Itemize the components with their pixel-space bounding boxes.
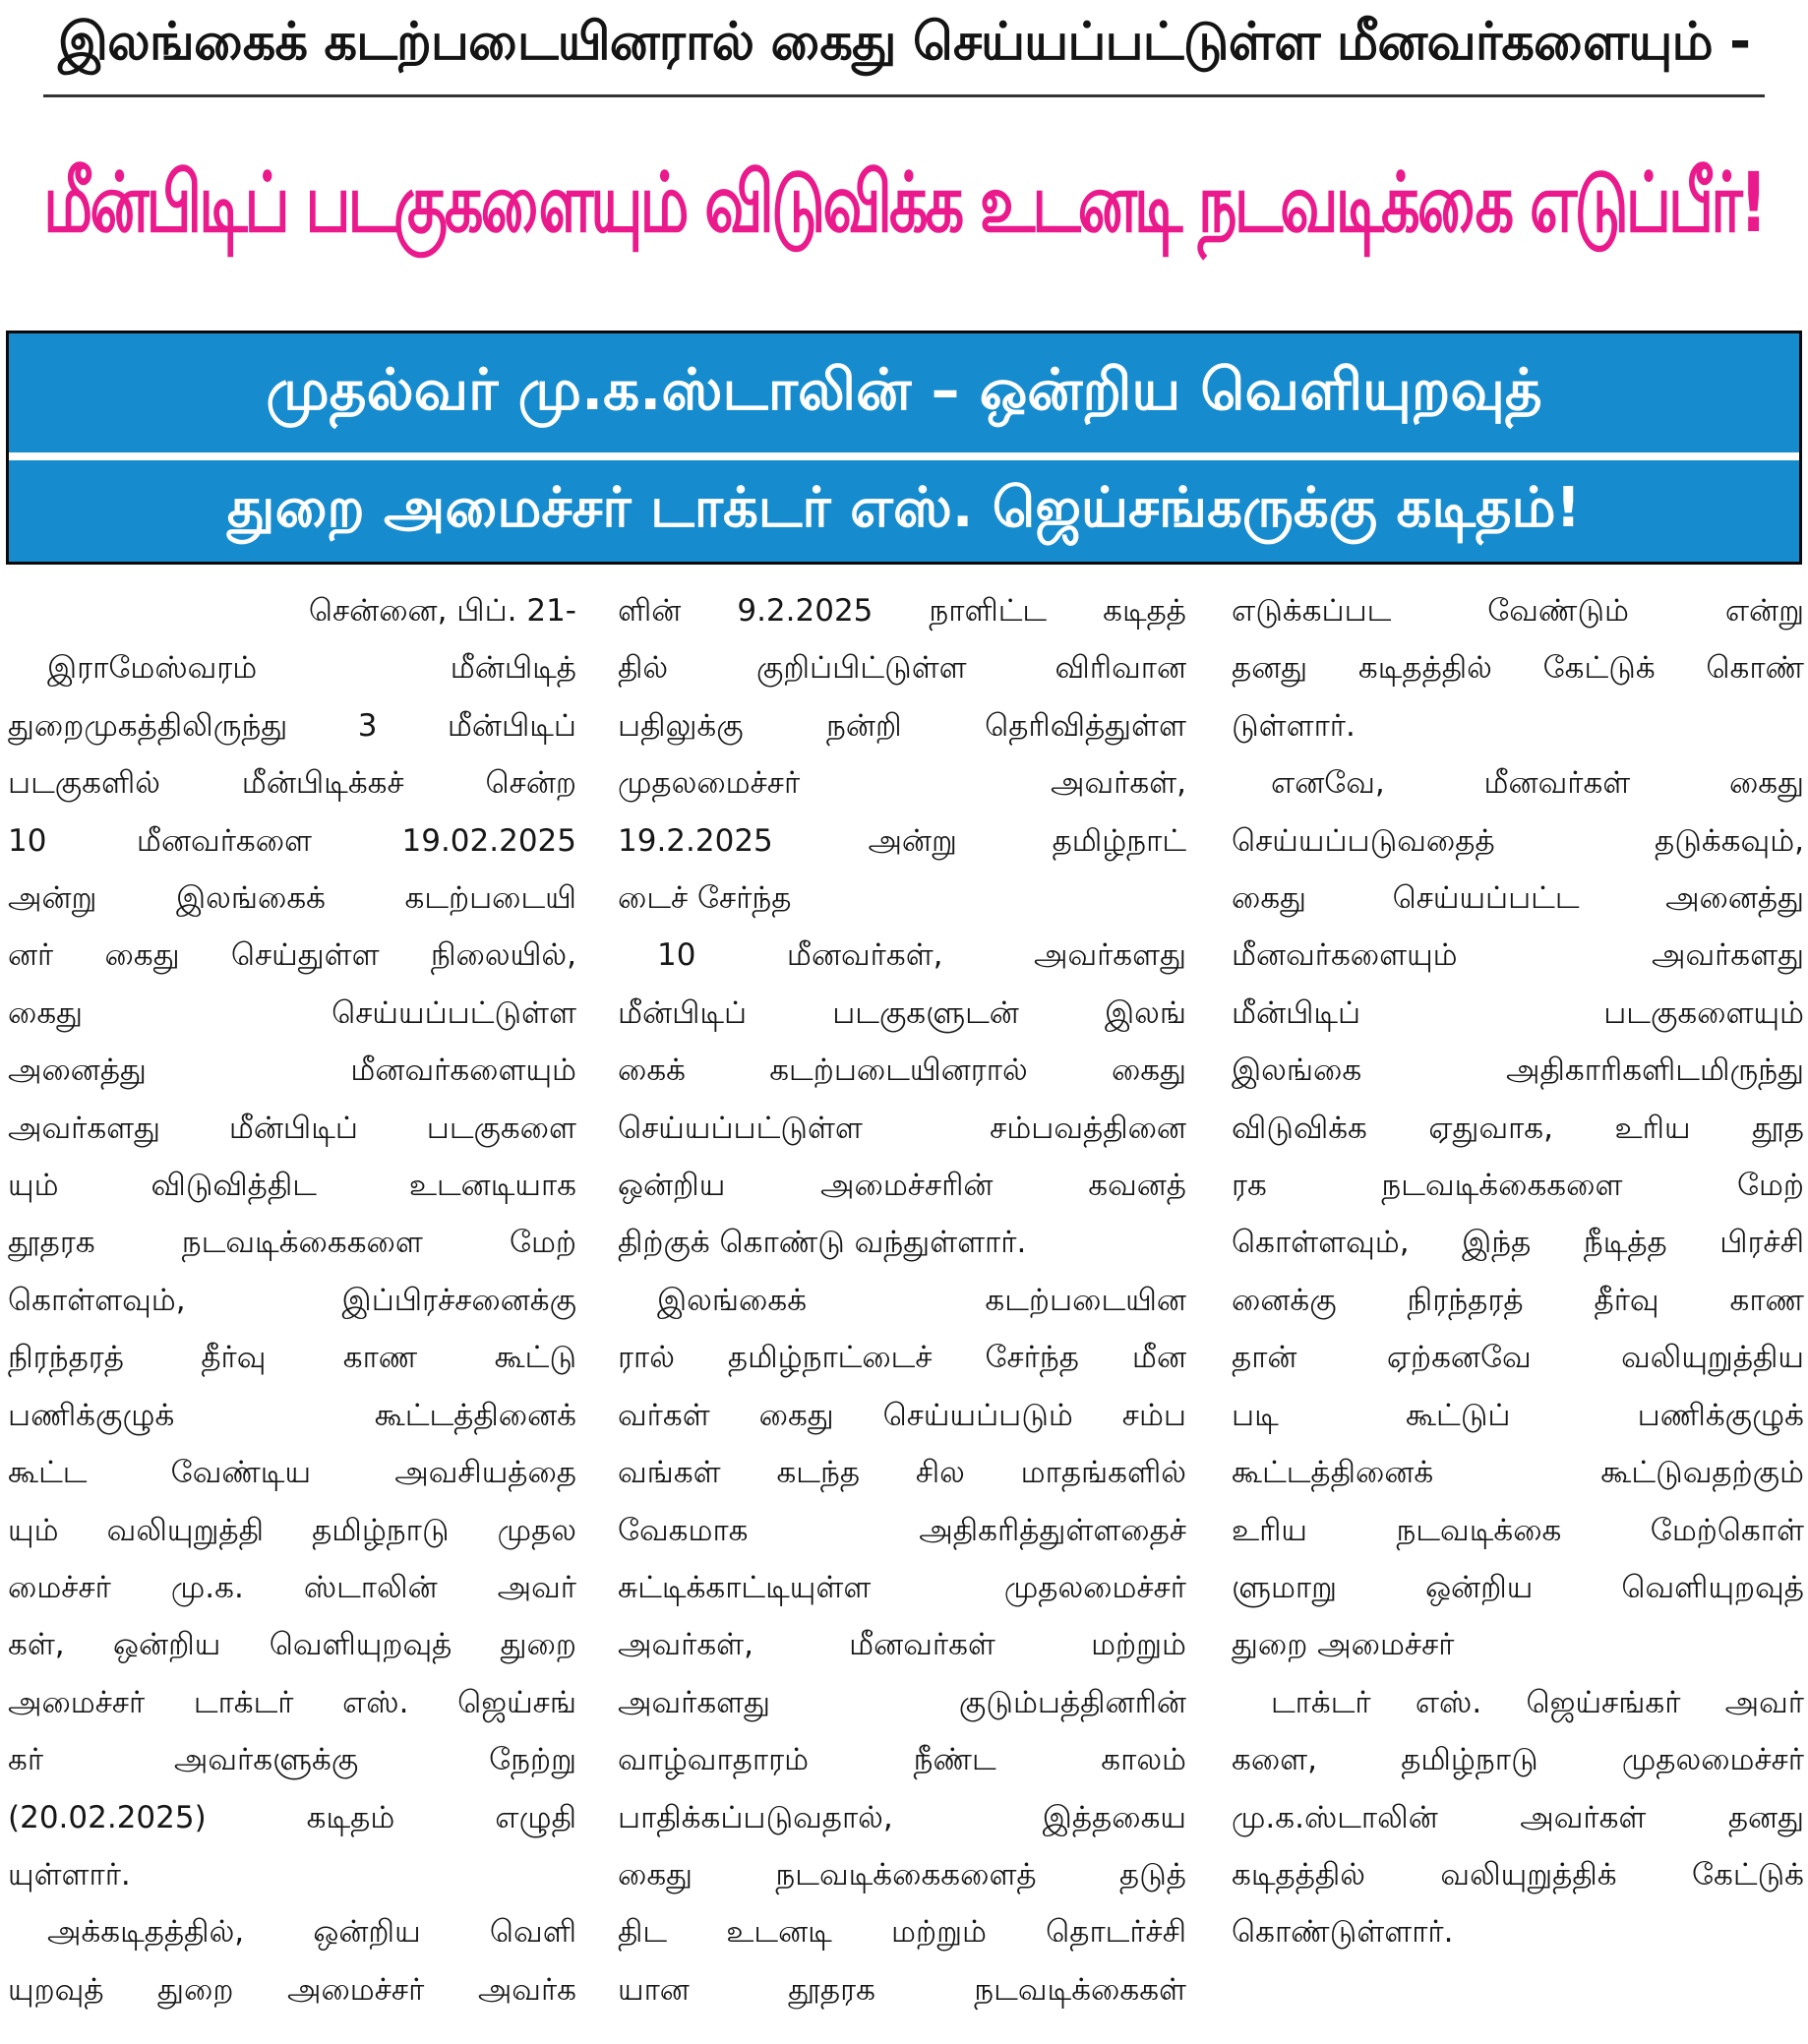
text-line: வேகமாக அதிகரித்துள்ளதைச் xyxy=(618,1512,1186,1548)
text-line: கைது செய்யப்பட்ட அனைத்து xyxy=(1232,880,1804,917)
text-line: துறை அமைச்சர் xyxy=(1232,1627,1455,1663)
article-column-3 xyxy=(1232,582,1804,2036)
text-line: கொண்டுள்ளார். xyxy=(1232,1914,1454,1951)
text-line: மீன்பிடிப் படகுகளையும் xyxy=(1232,994,1804,1031)
text-line: கொள்ளவும், இந்த நீடித்த பிரச்சி xyxy=(1232,1225,1804,1261)
text-line: அமைச்சர் டாக்டர் எஸ். ஜெய்சங் xyxy=(8,1684,576,1720)
text-line: அக்கடிதத்தில், ஒன்றிய வெளி xyxy=(47,1914,576,1951)
text-line: மைச்சர் மு.க. ஸ்டாலின் அவர் xyxy=(8,1569,576,1605)
text-line: திட உடனடி மற்றும் தொடர்ச்சி xyxy=(618,1914,1186,1951)
text-line: டுள்ளார். xyxy=(1232,707,1356,744)
text-line: எனவே, மீனவர்கள் கைது xyxy=(1271,765,1804,802)
text-line: கைது செய்யப்பட்டுள்ள xyxy=(8,994,576,1031)
main-headline: மீன்பிடிப் படகுகளையும் விடுவிக்க உடனடி நடவடிக்கை எடுப்பீர்! xyxy=(43,153,1765,252)
text-line: இலங்கை அதிகாரிகளிடமிருந்து xyxy=(1232,1052,1804,1089)
text-line: யான தூதரக நடவடிக்கைகள் xyxy=(618,1971,1186,2008)
text-line: படகுகளில் மீன்பிடிக்கச் சென்ற xyxy=(8,765,576,802)
text-line: ரக நடவடிக்கைகளை மேற் xyxy=(1232,1168,1804,1204)
text-line: டைச் சேர்ந்த xyxy=(618,880,792,917)
text-line: நிரந்தரத் தீர்வு காண கூட்டு xyxy=(8,1340,576,1376)
text-line: யும் விடுவித்திட உடனடியாக xyxy=(8,1168,576,1204)
text-line: வாழ்வாதாரம் நீண்ட காலம் xyxy=(618,1742,1186,1778)
banner-divider xyxy=(9,452,1799,460)
text-line: வர்கள் கைது செய்யப்படும் சம்ப xyxy=(618,1397,1186,1433)
text-line: அன்று இலங்கைக் கடற்படையி xyxy=(8,880,576,917)
text-line: யும் வலியுறுத்தி தமிழ்நாடு முதல xyxy=(8,1512,576,1548)
text-line: (20.02.2025) கடிதம் எழுதி xyxy=(8,1799,576,1835)
text-line: ஒன்றிய அமைச்சரின் கவனத் xyxy=(618,1168,1186,1204)
text-line: இராமேஸ்வரம் மீன்பிடித் xyxy=(47,650,576,687)
text-line: னர் கைது செய்துள்ள நிலையில், xyxy=(8,937,576,974)
text-line: யுறவுத் துறை அமைச்சர் அவர்க xyxy=(8,1971,576,2008)
text-line: திற்குக் கொண்டு வந்துள்ளார். xyxy=(618,1225,1027,1261)
text-line: யுள்ளார். xyxy=(8,1856,131,1893)
subheadline-banner xyxy=(6,331,1802,565)
text-line: கொள்ளவும், இப்பிரச்சனைக்கு xyxy=(8,1282,576,1318)
dateline: சென்னை, பிப். 21- xyxy=(308,593,576,629)
text-line: கள், ஒன்றிய வெளியுறவுத் துறை xyxy=(8,1627,576,1663)
text-line: தனது கடிதத்தில் கேட்டுக் கொண் xyxy=(1232,650,1804,687)
text-line: னைக்கு நிரந்தரத் தீர்வு காண xyxy=(1232,1282,1804,1318)
text-line: துறைமுகத்திலிருந்து 3 மீன்பிடிப் xyxy=(8,707,576,744)
text-line: படி கூட்டுப் பணிக்குழுக் xyxy=(1232,1397,1804,1433)
text-line: 10 மீனவர்களை 19.02.2025 xyxy=(8,822,576,859)
text-line: எடுக்கப்பட வேண்டும் என்று xyxy=(1232,593,1804,629)
text-line: வங்கள் கடந்த சில மாதங்களில் xyxy=(618,1455,1186,1491)
text-line: செய்யப்பட்டுள்ள சம்பவத்தினை xyxy=(618,1110,1186,1146)
text-line: கூட்டத்தினைக் கூட்டுவதற்கும் xyxy=(1232,1455,1804,1491)
text-line: விடுவிக்க ஏதுவாக, உரிய தூத xyxy=(1232,1110,1804,1146)
text-line: அவர்களது குடும்பத்தினரின் xyxy=(618,1684,1186,1720)
text-line: கடிதத்தில் வலியுறுத்திக் கேட்டுக் xyxy=(1232,1856,1804,1893)
text-line: கைது நடவடிக்கைகளைத் தடுத் xyxy=(618,1856,1186,1893)
text-line: டாக்டர் எஸ். ஜெய்சங்கர் அவர் xyxy=(1271,1684,1804,1720)
text-line: கூட்ட வேண்டிய அவசியத்தை xyxy=(8,1455,576,1491)
text-line: ளின் 9.2.2025 நாளிட்ட கடிதத் xyxy=(618,593,1186,629)
text-line: அவர்கள், மீனவர்கள் மற்றும் xyxy=(618,1627,1186,1663)
text-line: ளுமாறு ஒன்றிய வெளியுறவுத் xyxy=(1232,1569,1804,1605)
text-line: அவர்களது மீன்பிடிப் படகுகளை xyxy=(8,1110,576,1146)
text-line: உரிய நடவடிக்கை மேற்கொள் xyxy=(1232,1512,1804,1548)
text-line: பணிக்குழுக் கூட்டத்தினைக் xyxy=(8,1397,576,1433)
text-line: சுட்டிக்காட்டியுள்ள முதலமைச்சர் xyxy=(618,1569,1186,1605)
text-line: தான் ஏற்கனவே வலியுறுத்திய xyxy=(1232,1340,1804,1376)
text-line: ரால் தமிழ்நாட்டைச் சேர்ந்த மீன xyxy=(618,1340,1186,1376)
article-column-1 xyxy=(8,582,576,2036)
text-line: பாதிக்கப்படுவதால், இத்தகைய xyxy=(618,1799,1186,1835)
kicker-headline: இலங்கைக் கடற்படையினரால் கைது செய்யப்பட்டுள்ள மீனவர்களையும் - xyxy=(57,12,1751,72)
text-line: கர் அவர்களுக்கு நேற்று xyxy=(8,1742,576,1778)
text-line: மீனவர்களையும் அவர்களது xyxy=(1232,937,1804,974)
banner-line-1: முதல்வர் மு.க.ஸ்டாலின் – ஒன்றிய வெளியுறவுத் xyxy=(9,333,1799,452)
text-line: பதிலுக்கு நன்றி தெரிவித்துள்ள xyxy=(618,707,1186,744)
text-line: மீன்பிடிப் படகுகளுடன் இலங் xyxy=(618,994,1186,1031)
text-line: இலங்கைக் கடற்படையின xyxy=(657,1282,1186,1318)
text-line: 19.2.2025 அன்று தமிழ்நாட் xyxy=(618,822,1186,859)
text-line: முதலமைச்சர் அவர்கள், xyxy=(618,765,1186,802)
text-line: அனைத்து மீனவர்களையும் xyxy=(8,1052,576,1089)
text-line: கைக் கடற்படையினரால் கைது xyxy=(618,1052,1186,1089)
text-line: செய்யப்படுவதைத் தடுக்கவும், xyxy=(1232,822,1804,859)
text-line: தில் குறிப்பிட்டுள்ள விரிவான xyxy=(618,650,1186,687)
text-line: தூதரக நடவடிக்கைகளை மேற் xyxy=(8,1225,576,1261)
text-line: களை, தமிழ்நாடு முதலமைச்சர் xyxy=(1232,1742,1804,1778)
article-column-2 xyxy=(618,582,1186,2036)
banner-line-2: துறை அமைச்சர் டாக்டர் எஸ். ஜெய்சங்கருக்கு கடிதம்! xyxy=(9,460,1799,562)
text-line: மு.க.ஸ்டாலின் அவர்கள் தனது xyxy=(1232,1799,1804,1835)
text-line: 10 மீனவர்கள், அவர்களது xyxy=(657,937,1186,974)
